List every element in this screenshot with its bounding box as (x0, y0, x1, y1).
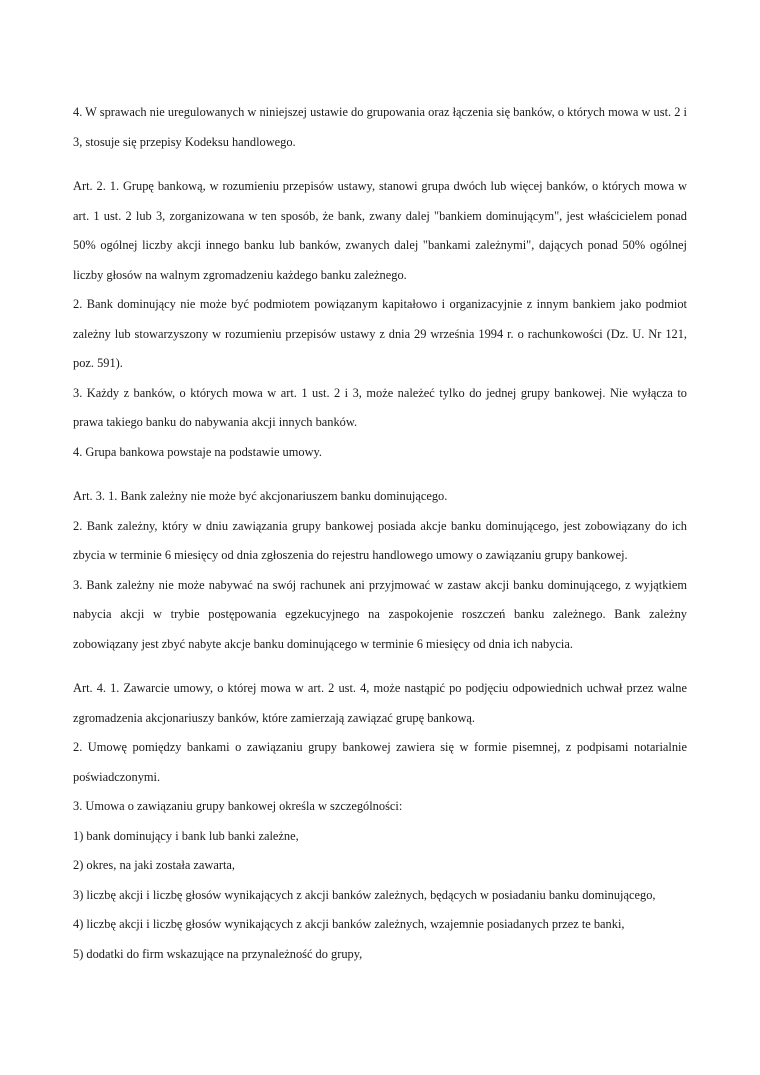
section-gap (73, 157, 687, 172)
paragraph-art3-ust1: Art. 3. 1. Bank zależny nie może być akcjonariuszem banku dominującego. (73, 489, 448, 503)
section-gap (73, 659, 687, 674)
list-item-3: 3) liczbę akcji i liczbę głosów wynikających z akcji banków zależnych, będących w posiadaniu banku dominującego, (73, 887, 656, 902)
paragraph-art2-ust1: Art. 2. 1. Grupę bankową, w rozumieniu przepisów ustawy, stanowi grupa dwóch lub więcej banków, o których mowa w art. 1 ust. 2 lub 3, zorganizowana w ten sposób, że bank, zwany dalej "bankiem dominującym", jest właścicielem ponad 50% ogólnej liczby akcji innego banku lub banków, zwanych dalej "bankami zależnymi", dających ponad 50% ogólnej liczby głosów na walnym zgromadzeniu każdego banku zależnego. (73, 179, 687, 282)
paragraph-art3-ust2: 2. Bank zależny, który w dniu zawiązania grupy bankowej posiada akcje banku dominującego, jest zobowiązany do ich zbycia w terminie 6 miesięcy od dnia zgłoszenia do rejestru handlowego umowy o zawiązaniu grupy bankowej. (73, 518, 687, 562)
paragraph-art2-ust2: 2. Bank dominujący nie może być podmiotem powiązanym kapitałowo i organizacyjnie z innym bankiem jako podmiot zależny lub stowarzyszony w rozumieniu przepisów ustawy z dnia 29 września 1994 r. o rachunkowości (Dz. U. Nr 121, poz. 591). (73, 297, 687, 370)
document-body (73, 98, 687, 969)
paragraph-art4-ust1: Art. 4. 1. Zawarcie umowy, o której mowa w art. 2 ust. 4, może nastąpić po podjęciu odpowiednich uchwał przez walne zgromadzenia akcjonariuszy banków, które zamierzają zawiązać grupę bankową. (73, 681, 687, 725)
list-item-1: 1) bank dominujący i bank lub banki zależne, (73, 828, 299, 843)
paragraph-art1-ust4: 4. W sprawach nie uregulowanych w niniejszej ustawie do grupowania oraz łączenia się banków, o których mowa w ust. 2 i 3, stosuje się przepisy Kodeksu handlowego. (73, 105, 687, 149)
section-gap (73, 467, 687, 482)
paragraph-art4-ust3: 3. Umowa o zawiązaniu grupy bankowej określa w szczególności: (73, 799, 403, 813)
paragraph-art2-ust3: 3. Każdy z banków, o których mowa w art. 1 ust. 2 i 3, może należeć tylko do jednej grupy bankowej. Nie wyłącza to prawa takiego banku do nabywania akcji innych banków. (73, 385, 687, 429)
paragraph-art4-ust2: 2. Umowę pomiędzy bankami o zawiązaniu grupy bankowej zawiera się w formie pisemnej, z podpisami notarialnie poświadczonymi. (73, 740, 687, 784)
paragraph-art3-ust3: 3. Bank zależny nie może nabywać na swój rachunek ani przyjmować w zastaw akcji banku dominującego, z wyjątkiem nabycia akcji w trybie postępowania egzekucyjnego na zaspokojenie roszczeń banku zależnego. Bank zależny zobowiązany jest zbyć nabyte akcje banku dominującego w terminie 6 miesięcy od dnia ich nabycia. (73, 577, 687, 651)
list-item-5: 5) dodatki do firm wskazujące na przynależność do grupy, (73, 946, 363, 961)
list-item-2: 2) okres, na jaki została zawarta, (73, 858, 236, 872)
list-item-4: 4) liczbę akcji i liczbę głosów wynikających z akcji banków zależnych, wzajemnie posiadanych przez te banki, (73, 917, 625, 931)
paragraph-art2-ust4: 4. Grupa bankowa powstaje na podstawie umowy. (73, 444, 323, 459)
